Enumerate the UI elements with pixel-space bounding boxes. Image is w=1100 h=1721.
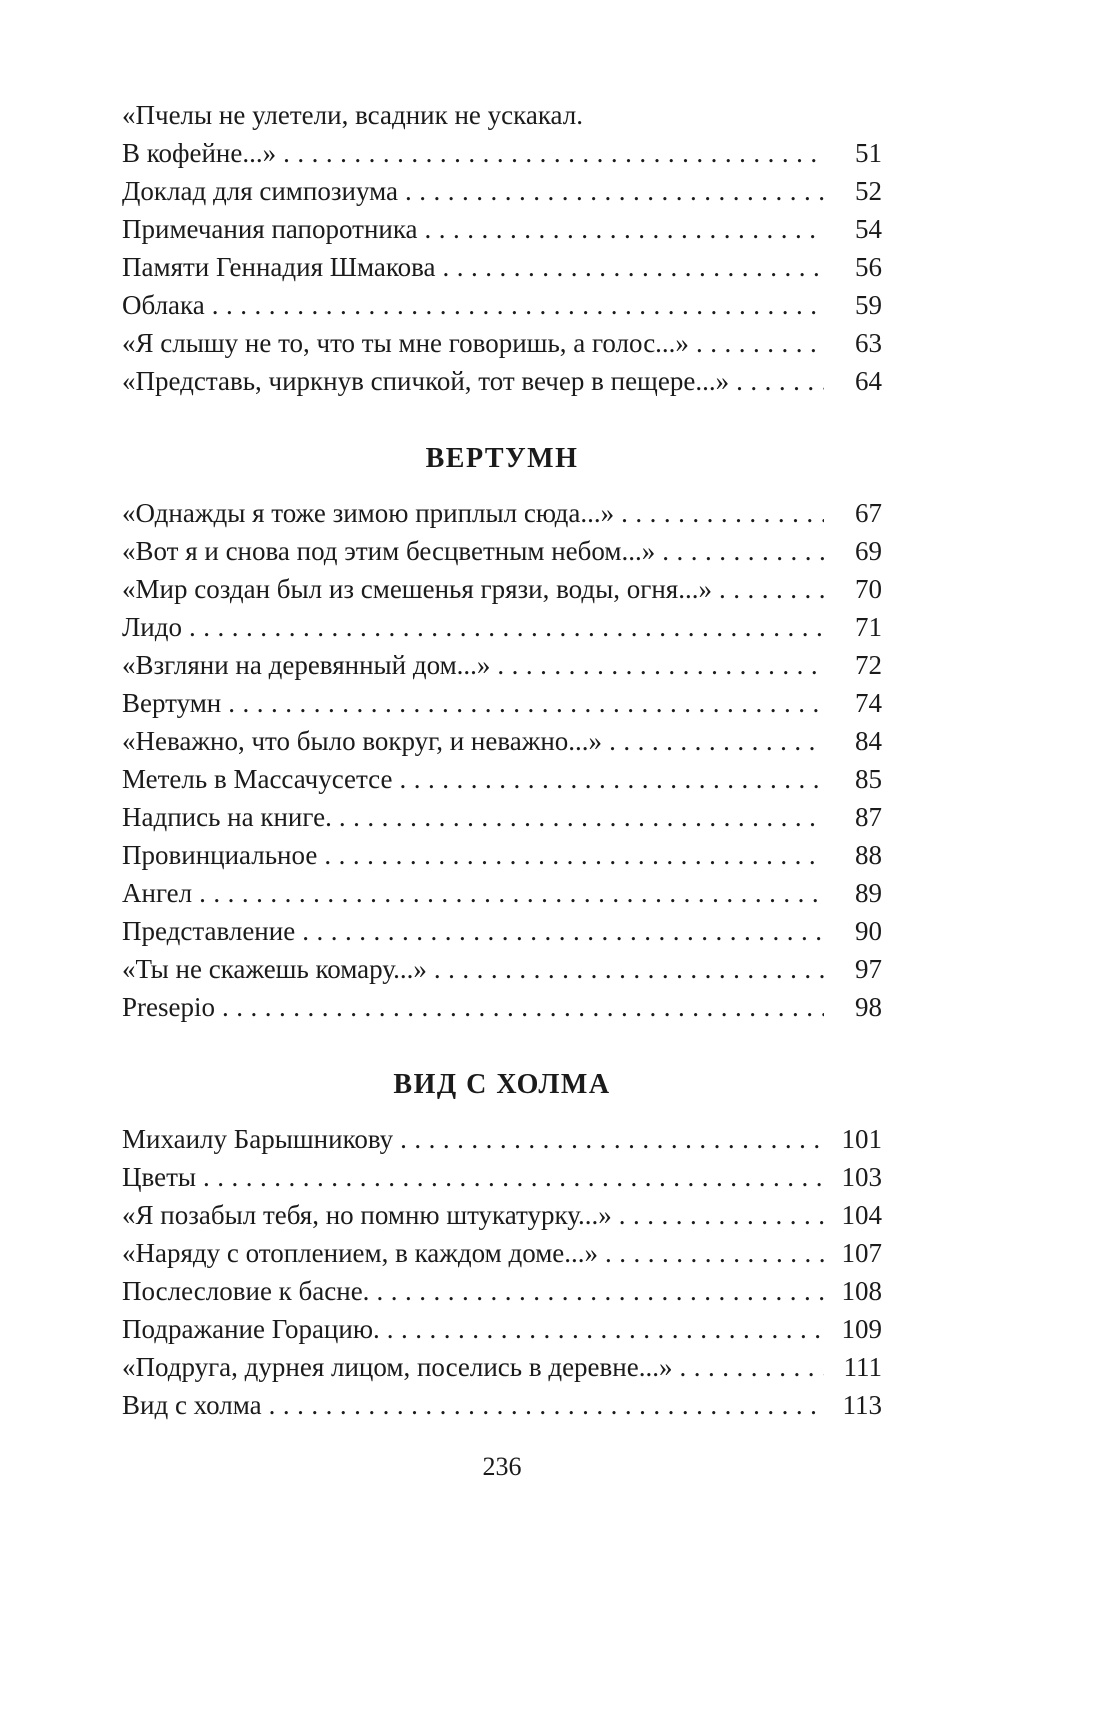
toc-entry-page: 98: [855, 992, 882, 1022]
toc-entry: [122, 286, 882, 324]
toc-entry-page: 103: [841, 1162, 882, 1192]
toc-entry-page: 54: [855, 214, 882, 244]
toc-entry: [122, 324, 882, 362]
toc-dot-leader: [369, 1272, 824, 1310]
toc-entry-title: Представление: [122, 916, 296, 946]
toc-entry: [122, 248, 882, 286]
toc-section-heading: ВЕРТУМН: [425, 443, 579, 474]
toc-entry-page: 72: [855, 650, 882, 680]
toc-entry: [122, 362, 882, 400]
toc-entry-title: «Однажды я тоже зимою приплыл сюда...»: [122, 498, 615, 528]
toc-entry-page: 108: [841, 1276, 882, 1306]
toc-entry-page: 107: [841, 1238, 882, 1268]
toc-entry-page: 71: [855, 612, 882, 642]
toc-entry: [122, 1158, 882, 1196]
toc-entry-page: 85: [855, 764, 882, 794]
toc-entry-page: 69: [855, 536, 882, 566]
toc-entry: [122, 1120, 882, 1158]
toc-entry-title: Послесловие к басне.: [122, 1276, 370, 1306]
toc-entry-title: «Неважно, что было вокруг, и неважно...»: [122, 726, 603, 756]
toc-entry: [122, 912, 882, 950]
toc-entry-title: Лидо: [122, 612, 182, 642]
toc-dot-leader: [317, 836, 824, 874]
toc-entry-title: «Ты не скажешь комару...»: [122, 954, 427, 984]
toc-dot-leader: [712, 570, 824, 608]
toc-entry-page: 67: [855, 498, 882, 528]
toc-entry: [122, 950, 882, 988]
toc-section-heading: ВИД С ХОЛМА: [393, 1069, 611, 1100]
toc-entry-title: «Я позабыл тебя, но помню штукатурку...»: [122, 1200, 612, 1230]
toc-entry-title: Цветы: [122, 1162, 197, 1192]
toc-dot-leader: [689, 324, 824, 362]
toc-dot-leader: [655, 532, 824, 570]
toc-entry-title: Вертумн: [122, 688, 222, 718]
toc-entry: [122, 1386, 882, 1424]
toc-entry-page: 59: [855, 290, 882, 320]
toc-entry-page: 101: [841, 1124, 882, 1154]
toc-dot-leader: [602, 722, 824, 760]
toc-entry: [122, 134, 882, 172]
toc-entry: [122, 684, 882, 722]
toc-entry-title: «Представь, чиркнув спичкой, тот вечер в пещере...»: [122, 366, 730, 396]
toc-dot-leader: [215, 988, 824, 1026]
toc-entry-page: 111: [843, 1352, 882, 1382]
toc-dot-leader: [598, 1234, 824, 1272]
toc-entry-page: 104: [841, 1200, 882, 1230]
toc-entry-page: 51: [855, 138, 882, 168]
toc-entry: [122, 1272, 882, 1310]
toc-entry-title: «Мир создан был из смешенья грязи, воды, огня...»: [122, 574, 712, 604]
toc-entry: [122, 608, 882, 646]
toc-entry-page: 84: [855, 726, 882, 756]
toc-entry-title: Памяти Геннадия Шмакова: [122, 252, 436, 282]
toc-entry: [122, 172, 882, 210]
toc-entry-title: Облака: [122, 290, 205, 320]
toc-entry: [122, 494, 882, 532]
toc-entry-title: Подражание Горацию.: [122, 1314, 380, 1344]
toc-entry-page: 88: [855, 840, 882, 870]
toc-dot-leader: [276, 134, 824, 172]
toc-dot-leader: [192, 874, 824, 912]
toc-dot-leader: [614, 494, 824, 532]
toc-entry-page: 113: [842, 1390, 882, 1420]
toc-entry-page: 52: [855, 176, 882, 206]
toc-entry-page: 64: [855, 366, 882, 396]
toc-entry: [122, 988, 882, 1026]
toc-entry-title: Presepio: [122, 992, 215, 1022]
toc-dot-leader: [427, 950, 824, 988]
toc-entry: [122, 874, 882, 912]
toc-entry: [122, 1234, 882, 1272]
toc-entry: [122, 570, 882, 608]
toc-entry-page: 63: [855, 328, 882, 358]
toc-dot-leader: [221, 684, 824, 722]
toc-dot-leader: [380, 1310, 824, 1348]
toc-entry-title: Вид с холма: [122, 1390, 262, 1420]
toc-entry: [122, 532, 882, 570]
toc-entry-first-line: «Пчелы не улетели, всадник не ускакал.: [122, 100, 583, 130]
toc-entry-page: 109: [841, 1314, 882, 1344]
toc-dot-leader: [392, 760, 824, 798]
toc-entry: [122, 1196, 882, 1234]
toc-entry-title: В кофейне...»: [122, 138, 277, 168]
toc-entry-title: Примечания папоротника: [122, 214, 418, 244]
toc-entry-title: «Взгляни на деревянный дом...»: [122, 650, 491, 680]
toc-entry-page: 90: [855, 916, 882, 946]
toc-entry-page: 70: [855, 574, 882, 604]
toc-dot-leader: [729, 362, 824, 400]
page-number: 236: [482, 1452, 522, 1481]
table-of-contents: [122, 96, 882, 1424]
toc-entry-title: «Я слышу не то, что ты мне говоришь, а голос...»: [122, 328, 689, 358]
toc-dot-leader: [332, 798, 824, 836]
toc-dot-leader: [196, 1158, 824, 1196]
toc-entry: [122, 646, 882, 684]
toc-dot-leader: [612, 1196, 824, 1234]
toc-entry-page: 87: [855, 802, 882, 832]
toc-dot-leader: [672, 1348, 824, 1386]
toc-entry-title: Михаилу Барышникову: [122, 1124, 394, 1154]
toc-entry: [122, 798, 882, 836]
toc-entry-page: 74: [855, 688, 882, 718]
toc-dot-leader: [418, 210, 824, 248]
toc-entry: [122, 1348, 882, 1386]
toc-dot-leader: [262, 1386, 824, 1424]
toc-entry-title: Провинциальное: [122, 840, 318, 870]
toc-dot-leader: [393, 1120, 824, 1158]
toc-entry-page: 89: [855, 878, 882, 908]
toc-entry: [122, 1310, 882, 1348]
toc-dot-leader: [295, 912, 824, 950]
toc-entry-title: Надпись на книге.: [122, 802, 332, 832]
toc-dot-leader: [436, 248, 824, 286]
toc-entry-page: 97: [855, 954, 882, 984]
toc-entry: [122, 210, 882, 248]
toc-entry: [122, 760, 882, 798]
toc-entry-page: 56: [855, 252, 882, 282]
toc-entry-title: Доклад для симпозиума: [122, 176, 398, 206]
toc-entry-title: Метель в Массачусетсе: [122, 764, 393, 794]
toc-entry-title: Ангел: [122, 878, 193, 908]
toc-entry-title: «Наряду с отоплением, в каждом доме...»: [122, 1238, 599, 1268]
toc-dot-leader: [490, 646, 824, 684]
toc-entry: [122, 722, 882, 760]
toc-entry-title: «Вот я и снова под этим бесцветным небом...»: [122, 536, 656, 566]
toc-dot-leader: [205, 286, 824, 324]
toc-entry: [122, 836, 882, 874]
toc-dot-leader: [398, 172, 824, 210]
toc-entry-title: «Подруга, дурнея лицом, поселись в деревне...»: [122, 1352, 673, 1382]
toc-dot-leader: [182, 608, 824, 646]
